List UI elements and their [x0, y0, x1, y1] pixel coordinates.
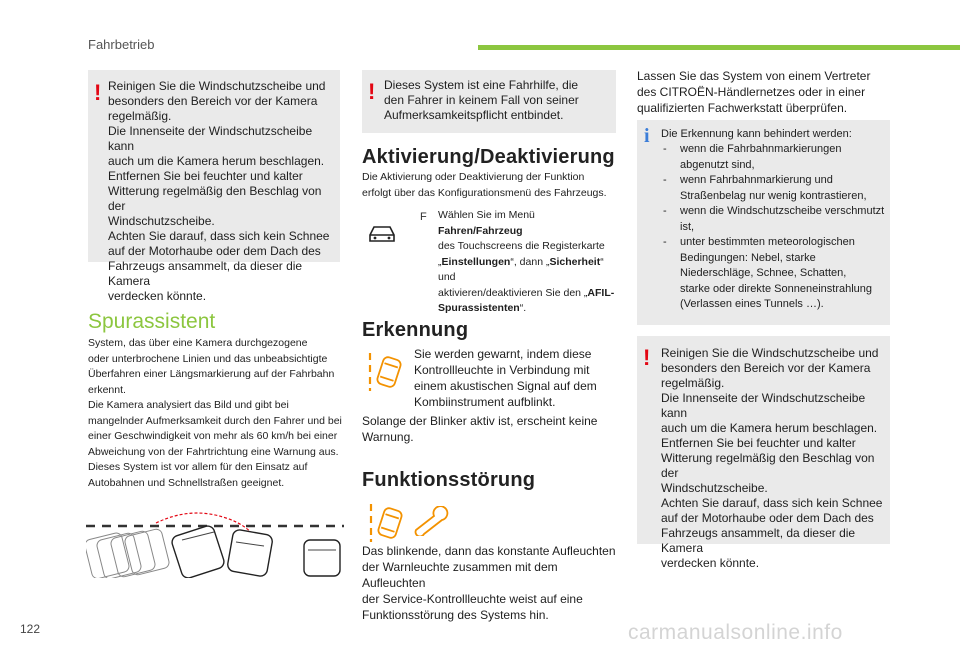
- activation-heading: Aktivierung/Deaktivierung: [362, 146, 615, 168]
- info-box-detection-limits: [637, 120, 890, 325]
- tab-sicherheit: Sicherheit: [549, 255, 601, 268]
- tab-einstellungen: Einstellungen: [441, 255, 511, 268]
- car-ghost-3: [110, 530, 157, 578]
- spurassistent-heading: Spurassistent: [88, 310, 216, 333]
- detection-body: Solange der Blinker aktiv ist, erscheint keine Warnung.: [362, 414, 598, 444]
- info-title: Die Erkennung kann behindert werden:: [661, 128, 852, 140]
- detection-alert-text: Sie werden gewarnt, indem diese Kontrollleuchte in Verbindung mit einem akustischen Signal auf dem Kombiinstrument aufblinkt.: [414, 347, 597, 409]
- info-list-item: - wenn Fahrbahnmarkierung und Straßenbelag nur wenig kontrastieren,: [661, 173, 891, 204]
- section-title: Fahrbetrieb: [88, 37, 155, 52]
- warning-text: Reinigen Sie die Windschutzscheibe und besonders den Bereich vor der Kamera regelmäßig. Die Innenseite der Windschutzscheibe kann auch um die Kamera herum beschlagen. Entfernen Sie bei feuchter und kalter Witterung regelmäßig den Beschlag von der Windschutzscheibe. Achten Sie darauf, dass sich kein Schnee auf der Motorhaube oder dem Dach des Fahrzeugs ansammelt, da dieser die Kamera verdecken könnte.: [108, 79, 330, 303]
- car-ghost-2: [96, 532, 143, 578]
- check-system-intro: Lassen Sie das System von einem Vertreter des CITROËN-Händlernetzes oder in einer qualifizierten Fachwerkstatt überprüfen.: [637, 69, 871, 115]
- info-icon: i: [644, 125, 650, 147]
- car-ghost-4: [124, 528, 171, 576]
- feature-afil: AFIL- Spurassistenten: [438, 286, 615, 314]
- page-number: 122: [20, 622, 41, 636]
- warning-text: Dieses System ist eine Fahrhilfe, die den Fahrer in keinem Fall von seiner Aufmerksamkeitspflicht entbindet.: [384, 78, 579, 122]
- warning-text: Reinigen Sie die Windschutzscheibe und besonders den Bereich vor der Kamera regelmäßig. Die Innenseite der Windschutzscheibe kann auch um die Kamera herum beschlagen. Entfernen Sie bei feuchter und kalter Witterung regelmäßig den Beschlag von der Windschutzscheibe. Achten Sie darauf, dass sich kein Schnee auf der Motorhaube oder dem Dach des Fahrzeugs ansammelt, da dieser die Kamera verdecken könnte.: [661, 346, 883, 570]
- car-main-left: [170, 524, 225, 578]
- warning-box-camera-cleaning-2: [637, 336, 890, 570]
- warning-exclamation-icon: !: [643, 345, 651, 370]
- warning-box-driver-aid: [362, 70, 616, 133]
- service-wrench-icon: [412, 506, 450, 536]
- car-far-right: [304, 540, 340, 576]
- car-settings-icon: [366, 221, 398, 245]
- car-main-right: [227, 529, 274, 577]
- activation-description: Die Aktivierung oder Deaktivierung der Funktion erfolgt über das Konfigurationsmenü des Fahrzeugs.: [362, 171, 607, 199]
- info-list: [661, 142, 891, 313]
- detection-heading: Erkennung: [362, 319, 469, 341]
- info-list-item: - unter bestimmten meteorologischen Bedingungen: Nebel, starke Niederschläge, Schnee, Schatten, starke oder direkte Sonneneinstrahlung (Verlassen eines Tunnels …).: [661, 235, 891, 313]
- info-list-item: - wenn die Windschutzscheibe verschmutzt ist,: [661, 204, 891, 235]
- car-ghost-1: [86, 532, 130, 578]
- warning-exclamation-icon: !: [368, 79, 376, 104]
- lane-departure-icon: [366, 501, 406, 543]
- warning-box-camera-cleaning: [88, 70, 340, 303]
- info-list-item: - wenn die Fahrbahnmarkierungen abgenutzt sind,: [661, 142, 891, 173]
- menu-fahren-fahrzeug: Fahren/Fahrzeug: [438, 224, 523, 237]
- spurassistent-description: System, das über eine Kamera durchgezogene oder unterbrochene Linien und das unbeabsichtigte Überfahren einer Längsmarkierung auf der Fahrbahn erkennt. Die Kamera analysiert das Bild und gibt bei mangelnder Aufmerksamkeit durch den Fahrer und bei einer Geschwindigkeit von mehr als 60 km/h bei einer Abweichung von der Fahrtrichtung eine Warnung aus. Dieses System ist vor allem für den Einsatz auf Autobahnen und Schnellstraßen geeignet.: [88, 337, 342, 489]
- section-accent-bar: [478, 45, 960, 50]
- lane-departure-illustration: [86, 506, 344, 578]
- activation-step: Wählen Sie im Menü Fahren/Fahrzeug des Touchscreens die Registerkarte „Einstellungen“, dann „Sicherheit“ und aktivieren/deaktivieren Sie den „AFIL- Spurassistenten“.: [438, 209, 615, 314]
- fault-heading: Funktionsstörung: [362, 469, 536, 491]
- watermark: carmanualsonline.info: [628, 621, 843, 644]
- step-arrow: F: [420, 211, 427, 223]
- fault-body: Das blinkende, dann das konstante Aufleuchten der Warnleuchte zusammen mit dem Aufleuchten der Service-Kontrollleuchte weist auf eine Funktionsstörung des Systems hin.: [362, 544, 616, 622]
- warning-exclamation-icon: !: [94, 80, 102, 105]
- lane-departure-icon: [365, 350, 405, 392]
